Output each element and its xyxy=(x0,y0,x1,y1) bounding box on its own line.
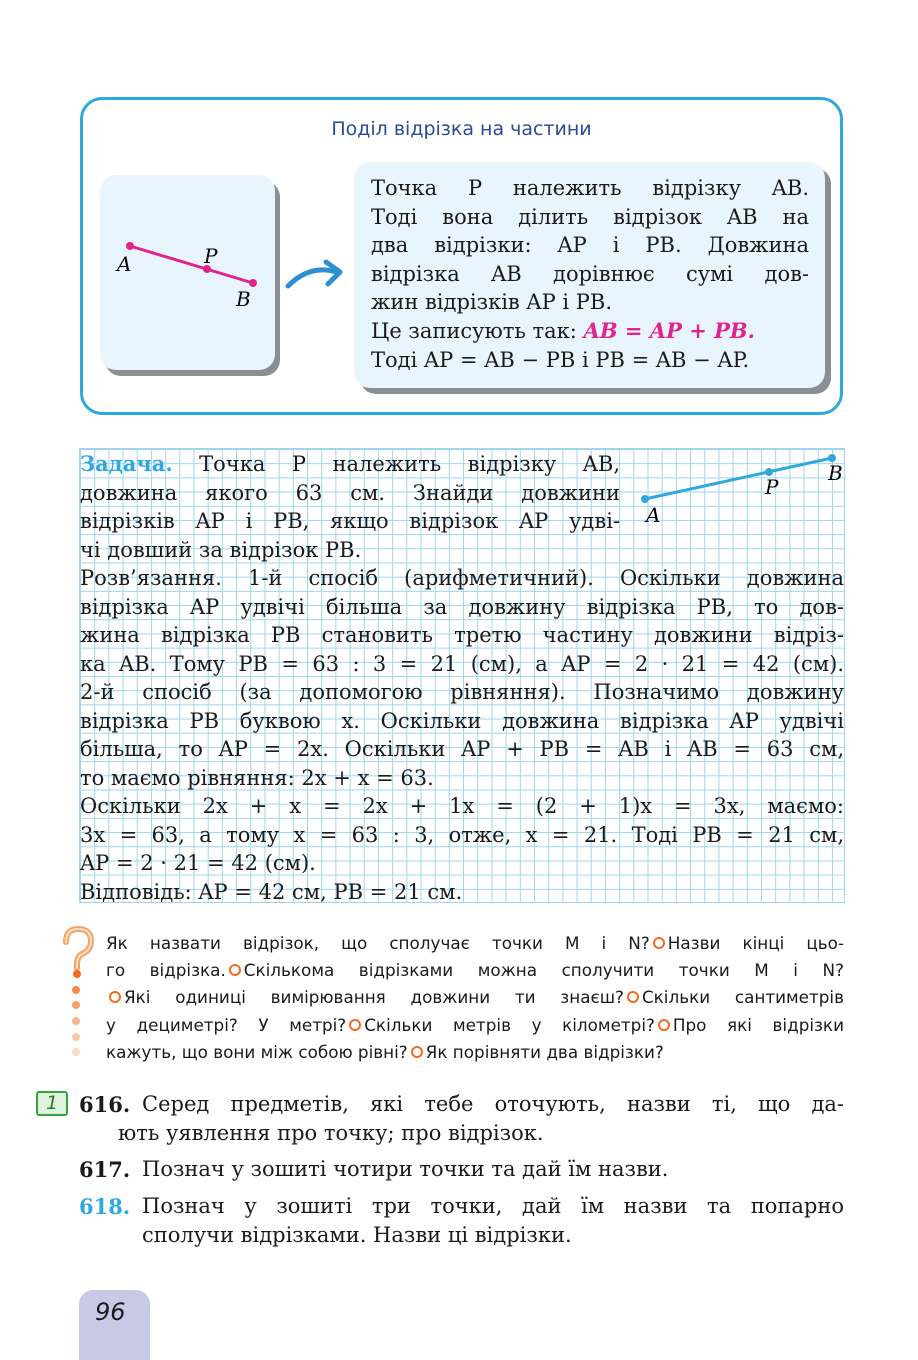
question-line-5 xyxy=(106,1039,844,1066)
solution-line-3: жина відрізка PB становить третю частину довжини відріз- xyxy=(80,623,844,647)
task-label: Задача. xyxy=(80,451,173,476)
exercise-number: 616. xyxy=(79,1092,131,1117)
rule-line-4: відрізка AB дорівнює сумі дов- xyxy=(371,261,809,286)
segment-figure-card xyxy=(100,175,275,370)
task-label-p: P xyxy=(765,475,779,499)
task-statement-1: Точка P належить відрізку AB, xyxy=(199,452,620,476)
question-4: Які одиниці вимірювання довжини ти знаєш? xyxy=(124,987,624,1008)
bullet-icon xyxy=(349,1019,361,1031)
point-a xyxy=(126,242,134,250)
exercise-616 xyxy=(79,1090,844,1148)
page-number-tab xyxy=(79,1290,150,1360)
rule-notation-intro: Це записують так: xyxy=(371,318,577,343)
exercise-text-line: ють уявлення про точку; про відрізок. xyxy=(118,1121,544,1145)
rule-line-2: Тоді вона ділить відрізок AB на xyxy=(371,204,809,229)
question-line-2 xyxy=(106,957,844,984)
label-p: P xyxy=(204,244,218,268)
bullet-icon xyxy=(627,991,639,1003)
answer-line: Відповідь: AP = 42 см, PB = 21 см. xyxy=(80,879,463,904)
exercise-617 xyxy=(79,1155,844,1184)
solution-line-8: то маємо рівняння: 2x + x = 63. xyxy=(80,765,434,790)
question-1: Як назвати відрізок, що сполучає точки M і N? xyxy=(106,933,650,953)
solution-line-4: ка AB. Тому PB = 63 : 3 = 21 (см), а AP = 2 · 21 = 42 (см). xyxy=(80,651,844,676)
level-badge xyxy=(36,1091,68,1116)
question-line-3 xyxy=(106,984,844,1011)
solution-line-9: Оскільки 2x + x = 2x + 1x = (2 + 1)x = 3x, маємо: xyxy=(80,794,844,818)
question-line-4 xyxy=(106,1012,844,1039)
rule-formula: AB = AP + PB. xyxy=(583,317,755,343)
rule-line-5: жин відрізків AP і PB. xyxy=(371,290,613,315)
rule-line-1: Точка P належить відрізку AB. xyxy=(371,176,809,200)
task-line-3: відрізків AP і PB, якщо відрізок AP удві- xyxy=(80,509,620,533)
task-line-2: довжина якого 63 см. Знайди довжини xyxy=(80,480,620,505)
bullet-icon xyxy=(411,1046,423,1058)
exercise-number: 618. xyxy=(79,1194,131,1219)
exercise-text-line: Познач у зошиті три точки, дай їм назви та попарно xyxy=(142,1194,844,1218)
bullet-icon xyxy=(658,1019,670,1031)
segment-ab xyxy=(130,246,253,283)
point-b xyxy=(249,279,257,287)
rule-title: Поділ відрізка на частини xyxy=(331,118,592,140)
solution-line-6: відрізка PB буквою x. Оскільки довжина відрізка AP удвічі xyxy=(80,708,844,733)
rule-line-6 xyxy=(371,317,809,346)
bullet-icon xyxy=(653,937,665,949)
rule-text xyxy=(371,174,809,374)
level-badge-label: 1 xyxy=(46,1092,59,1114)
task-line-1 xyxy=(80,450,620,479)
task-label-a: A xyxy=(646,503,661,527)
solution-line-5: 2-й спосіб (за допомогою рівняння). Позначимо довжину xyxy=(80,680,844,704)
label-a: A xyxy=(117,252,132,276)
task-block xyxy=(80,450,844,906)
question-7-cont: кажуть, що вони між собою рівні? xyxy=(106,1041,408,1062)
bullet-icon xyxy=(109,991,121,1003)
exercise-text-line: Серед предметів, які тебе оточують, назви ті, що да- xyxy=(142,1092,844,1116)
solution-line-2: відрізка AP удвічі більша за довжину відрізка PB, то дов- xyxy=(80,594,844,619)
rule-line-3: два відрізки: AP і PB. Довжина xyxy=(371,233,809,258)
arrow-right-icon xyxy=(284,258,348,292)
bullet-icon xyxy=(229,964,241,976)
question-mark-icon xyxy=(58,926,98,1062)
exercise-text-line: сполучи відрізками. Назви ці відрізки. xyxy=(142,1223,572,1247)
task-label-b: B xyxy=(828,461,843,485)
exercise-text-line: Познач у зошиті чотири точки та дай їм назви. xyxy=(142,1157,669,1181)
review-questions xyxy=(106,930,844,1066)
question-7: Про які відрізки xyxy=(672,1014,844,1035)
question-8: Як порівняти два відрізки? xyxy=(425,1041,664,1062)
exercise-618 xyxy=(79,1192,844,1250)
question-5-cont: у дециметрі? У метрі? xyxy=(106,1014,347,1035)
question-2: Назви кінці цьо- xyxy=(667,933,845,953)
solution-line-7: більша, то AP = 2x. Оскільки AP + PB = AB і AB = 63 см, xyxy=(80,737,844,761)
solution-line-11: AP = 2 · 21 = 42 (см). xyxy=(80,851,316,875)
question-2-cont: го відрізка. xyxy=(106,960,226,981)
rule-line-7: Тоді AP = AB − PB і PB = AB − AP. xyxy=(371,347,750,372)
solution-line-10: 3x = 63, а тому x = 63 : 3, отже, x = 21. Тоді PB = 21 см, xyxy=(80,822,844,847)
task-line-4: чі довший за відрізок PB. xyxy=(80,537,362,562)
label-b: B xyxy=(236,287,251,311)
question-6: Скільки метрів у кілометрі? xyxy=(364,1014,655,1035)
question-5: Скільки сантиметрів xyxy=(641,987,844,1008)
solution-line-1: Розв’язання. 1-й спосіб (арифметичний). Оскільки довжина xyxy=(80,566,844,590)
segment-apb-figure xyxy=(100,175,275,370)
exercise-number: 617. xyxy=(79,1157,131,1182)
question-3: Скількома відрізками можна сполучити точки M і N? xyxy=(243,960,844,981)
question-line-1 xyxy=(106,930,844,957)
page-number: 96 xyxy=(95,1298,126,1326)
